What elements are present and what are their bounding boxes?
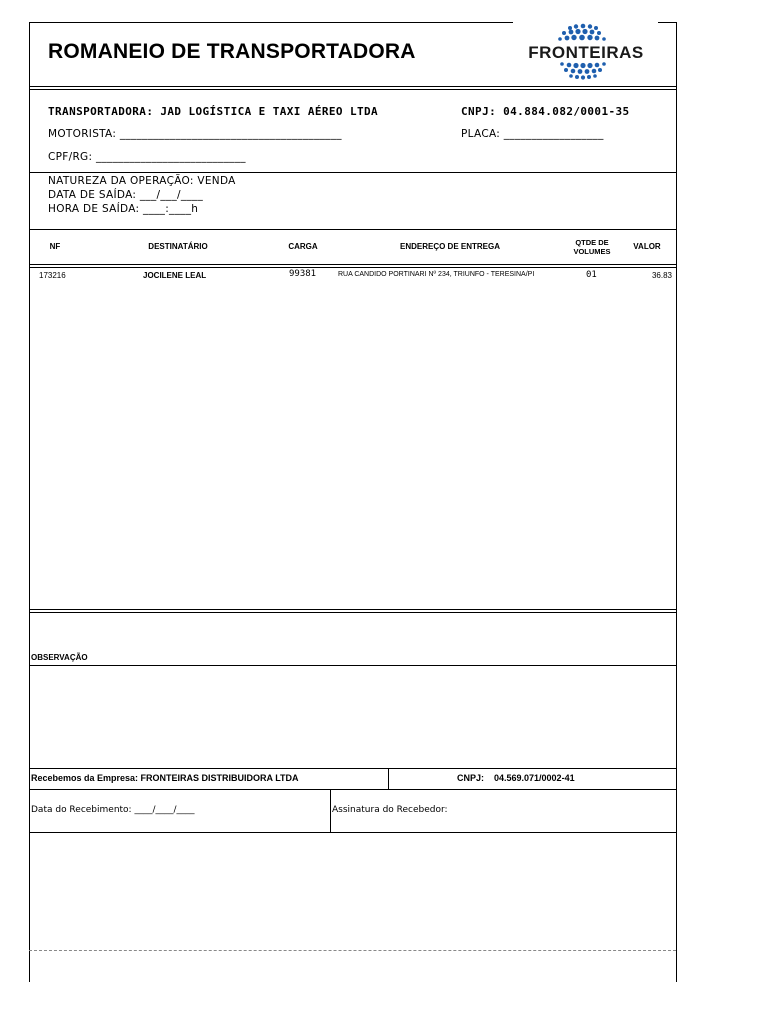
page-title: ROMANEIO DE TRANSPORTADORA [48, 40, 416, 63]
col-header-valor: VALOR [633, 242, 661, 251]
cnpj-transportadora: CNPJ: 04.884.082/0001-35 [461, 105, 630, 118]
cpf-field: CPF/RG: ___________________________ [48, 151, 246, 163]
row-carga: 99381 [289, 269, 317, 279]
cnpj-value: 04.569.071/0002-41 [494, 773, 575, 783]
row-qtde: 01 [586, 270, 597, 280]
assinatura-recebedor: Assinatura do Recebedor: [332, 805, 448, 815]
natureza-operacao: NATUREZA DA OPERAÇÃO: VENDA [48, 175, 236, 187]
divider [29, 86, 676, 87]
divider [29, 609, 676, 610]
cell-divider [330, 789, 331, 832]
col-header-destinatario: DESTINATÁRIO [148, 242, 208, 251]
motorista-field: MOTORISTA: ________________________________________ [48, 128, 342, 140]
cut-line [29, 950, 676, 951]
company-logo [512, 22, 658, 86]
col-header-carga: CARGA [288, 242, 318, 251]
top-border-right [658, 22, 676, 23]
divider [29, 789, 676, 790]
data-saida: DATA DE SAÍDA: ___/___/____ [48, 189, 204, 201]
recebemos-empresa: Recebemos da Empresa: FRONTEIRAS DISTRIBUIDORA LTDA [31, 773, 299, 783]
col-header-endereco: ENDEREÇO DE ENTREGA [399, 242, 500, 251]
hora-saida: HORA DE SAÍDA: ____:____h [48, 203, 199, 215]
divider [29, 264, 676, 265]
transportadora-label: TRANSPORTADORA: JAD LOGÍSTICA E TAXI AÉREO LTDA [48, 105, 379, 118]
divider [29, 612, 676, 613]
table-row [29, 268, 676, 284]
data-recebimento: Data do Recebimento: ____/____/____ [31, 805, 195, 815]
right-border [676, 22, 677, 982]
top-border-left [29, 22, 513, 23]
row-endereco: RUA CANDIDO PORTINARI Nº 234, TRIUNFO - TERESINA/PI [338, 271, 535, 278]
cnpj-label: CNPJ: [457, 773, 485, 783]
divider [29, 89, 676, 90]
col-header-nf: NF [49, 242, 61, 251]
col-header-qtde-line2: VOLUMES [573, 247, 611, 256]
cell-divider [388, 768, 389, 789]
divider [29, 832, 676, 833]
col-header-qtde-line1: QTDE DE [575, 238, 609, 247]
row-valor: 36.83 [651, 271, 672, 280]
row-nf: 173216 [39, 271, 66, 280]
left-border [29, 22, 30, 982]
placa-field: PLACA: __________________ [461, 128, 604, 140]
divider [29, 768, 676, 769]
logo-text: FRONTEIRAS [528, 43, 644, 62]
observacao-label: OBSERVAÇÃO [31, 653, 88, 662]
divider [29, 229, 676, 230]
divider [29, 172, 676, 173]
divider [29, 665, 676, 666]
row-destinatario: JOCILENE LEAL [143, 271, 207, 280]
